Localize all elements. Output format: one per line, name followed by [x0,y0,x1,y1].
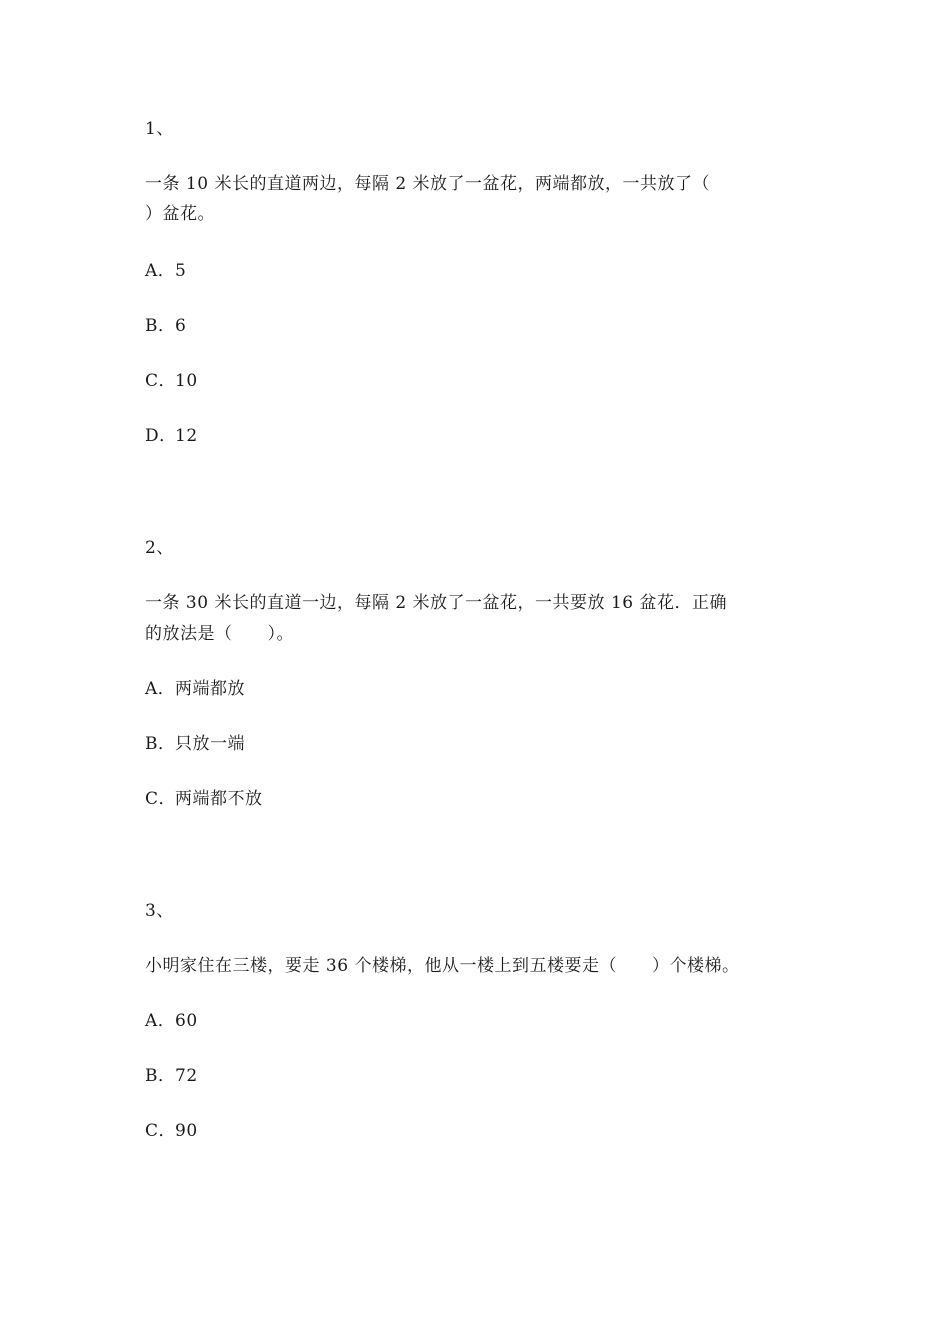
question-3-option-a [145,1010,198,1032]
question-1-option-a [145,260,186,282]
question-1-option-c [145,370,198,392]
question-2-stem-line-1: 一条 30 米长的直道一边，每隔 2 米放了一盆花，一共要放 16 盆花．正确 [145,593,728,613]
question-3-number: 3、 [145,901,174,921]
option-text: 60 [175,1011,198,1031]
option-text: 10 [175,371,198,391]
question-2-number: 2、 [145,538,174,558]
question-1-number: 1、 [145,119,174,139]
question-1-option-b [145,315,186,337]
option-letter: A． [145,1011,176,1031]
question-3-option-c [145,1120,198,1142]
option-letter: C． [145,371,177,391]
option-text: 两端都不放 [175,789,263,809]
question-2-option-b [145,733,245,755]
option-letter: B． [145,1066,176,1086]
question-1-stem-line-2: ）盆花。 [145,204,215,224]
question-3-option-b [145,1065,198,1087]
option-letter: B． [145,316,176,336]
option-letter: A． [145,679,176,699]
question-2-stem-line-2: 的放法是（ ）。 [145,624,294,644]
question-1-stem-line-1: 一条 10 米长的直道两边，每隔 2 米放了一盆花，两端都放，一共放了（ [145,174,711,194]
option-text: 6 [175,316,187,336]
question-2-option-c [145,788,263,810]
question-2-option-a [145,678,245,700]
option-text: 两端都放 [175,679,245,699]
option-text: 90 [175,1121,198,1141]
option-text: 12 [175,426,198,446]
option-letter: C． [145,789,177,809]
option-letter: D． [145,426,177,446]
option-letter: A． [145,261,176,281]
question-1-option-d [145,425,198,447]
option-letter: B． [145,734,176,754]
question-3-stem-line-1: 小明家住在三楼，要走 36 个楼梯，他从一楼上到五楼要走（ ）个楼梯。 [145,956,740,976]
option-text: 72 [175,1066,198,1086]
option-text: 5 [175,261,187,281]
option-letter: C． [145,1121,177,1141]
option-text: 只放一端 [175,734,245,754]
